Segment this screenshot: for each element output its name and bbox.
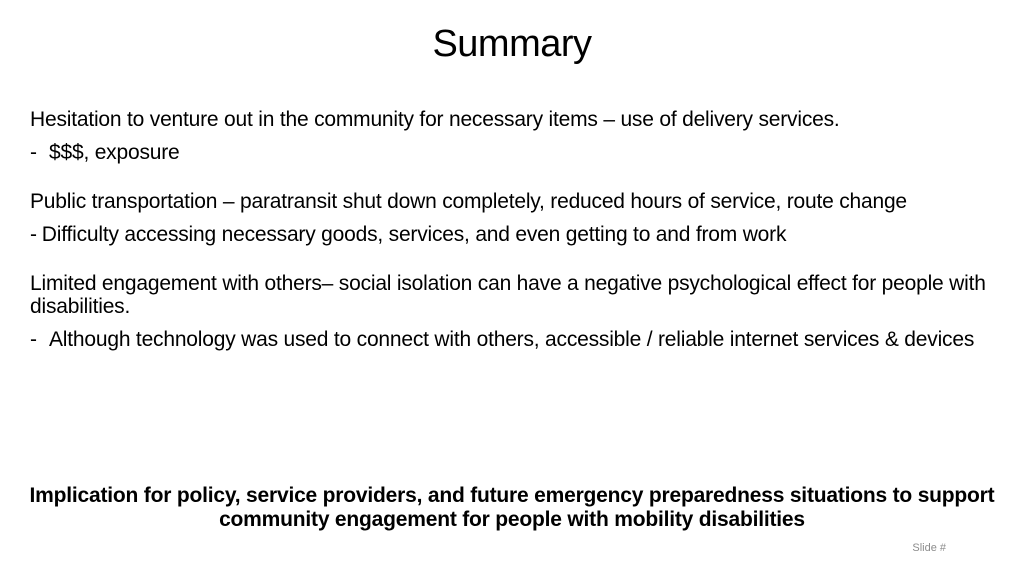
- section-transportation: [30, 190, 1000, 246]
- slide-title: Summary: [432, 23, 592, 65]
- bullet-dash: -: [30, 141, 37, 164]
- section-text: Public transportation – paratransit shut down completely, reduced hours of service, route change: [30, 190, 907, 213]
- section-bullet: [30, 328, 1000, 351]
- section-engagement: [30, 272, 1000, 351]
- bullet-text: Although technology was used to connect with others, accessible / reliable internet services & devices: [49, 328, 975, 351]
- bullet-dash: -: [30, 328, 37, 351]
- bullet-dash: -: [30, 223, 37, 246]
- section-gap: [30, 246, 1000, 272]
- bullet-text: Difficulty accessing necessary goods, services, and even getting to and from work: [41, 223, 787, 246]
- section-bullet: [30, 223, 1000, 246]
- slide-number: Slide #: [912, 542, 946, 554]
- section-text: Limited engagement with others– social isolation can have a negative psychological effect for people with disabilities.: [30, 272, 986, 318]
- section-text: Hesitation to venture out in the community for necessary items – use of delivery services.: [30, 108, 840, 131]
- section-gap: [30, 164, 1000, 190]
- section-delivery: [30, 108, 1000, 164]
- implication-statement: Implication for policy, service providers, and future emergency preparedness situations to support community engagement for people with mobility disabilities: [29, 484, 995, 531]
- section-bullet: [30, 141, 1000, 164]
- bullet-text: $$$, exposure: [49, 141, 180, 164]
- slide-body: [30, 108, 1000, 351]
